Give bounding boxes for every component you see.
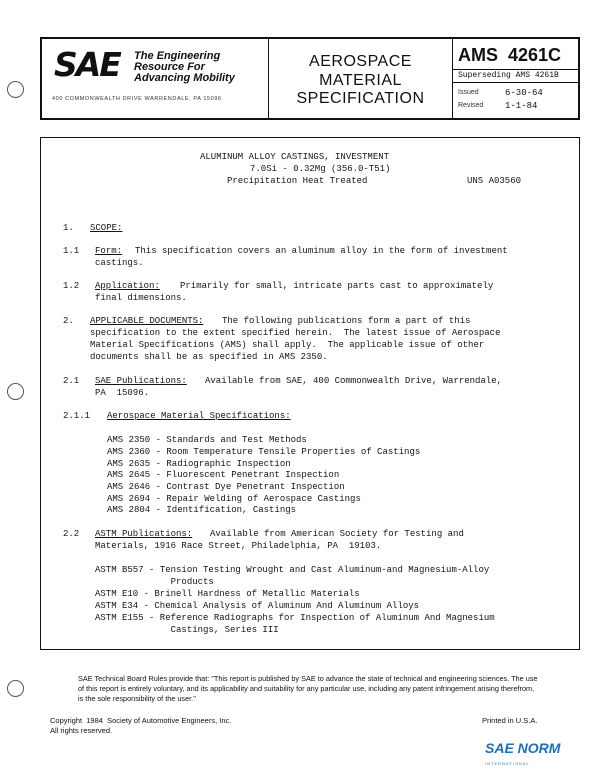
section-text: Available from American Society for Testing and (210, 529, 464, 539)
section-text: Primarily for small, intricate parts cast to approximately (180, 281, 494, 291)
list-item: ASTM E155 - Reference Radiographs for Inspection of Aluminum And Magnesium (95, 613, 495, 623)
sae-norm-subtitle: INTERNATIONAL (485, 761, 530, 766)
uns-number: UNS A03560 (467, 176, 522, 186)
sae-tagline: The Engineering Resource For Advancing Mobility (134, 50, 235, 84)
section-text: documents shall be as specified in AMS 2350. (90, 352, 328, 362)
list-item: AMS 2360 - Room Temperature Tensile Properties of Castings (107, 447, 421, 457)
sae-norm-logo: SAE NORM (485, 740, 561, 756)
list-item: Products (95, 577, 214, 587)
section-text: The following publications form a part of this (222, 316, 471, 326)
list-item: AMS 2645 - Fluorescent Penetrant Inspection (107, 470, 340, 480)
section-heading: Application: (95, 281, 160, 291)
punch-hole (7, 81, 24, 98)
section-number: 1. (63, 223, 74, 233)
section-number: 1.1 (63, 246, 80, 256)
spec-temper: Precipitation Heat Treated (227, 176, 368, 186)
list-item: AMS 2635 - Radiographic Inspection (107, 459, 291, 469)
list-item: AMS 2646 - Contrast Dye Penetrant Inspection (107, 482, 345, 492)
logo-cell (42, 39, 269, 118)
printed-in: Printed in U.S.A. (482, 716, 538, 725)
section-heading: Form: (95, 246, 123, 256)
section-heading: SCOPE: (90, 223, 123, 233)
section-number: 2.1 (63, 376, 80, 386)
doc-type: AEROSPACE MATERIAL SPECIFICATION (296, 53, 425, 107)
section-number: 2. (63, 316, 74, 326)
copyright: Copyright 1984 Society of Automotive Engineers, Inc. All rights reserved. (50, 716, 232, 735)
section-number: 2.1.1 (63, 411, 91, 421)
revised-date: 1-1-84 (505, 101, 538, 111)
section-text: Available from SAE, 400 Commonwealth Drive, Warrendale, (205, 376, 503, 386)
list-item: AMS 2694 - Repair Welding of Aerospace Castings (107, 494, 361, 504)
section-number: 2.2 (63, 529, 80, 539)
list-item: AMS 2350 - Standards and Test Methods (107, 435, 307, 445)
issued-label: Issued (458, 89, 479, 96)
section-text: final dimensions. (95, 293, 187, 303)
list-item: ASTM E10 - Brinell Hardness of Metallic Materials (95, 589, 360, 599)
technical-board-rules: SAE Technical Board Rules provide that: "This report is published by SAE to advance the state of technical and engineering sciences. The use of this report is entirely voluntary, and its applicability and suitability for any particular use, including any patent infringement arising therefrom, is the sole responsibility of the user." (78, 674, 538, 703)
punch-hole (7, 383, 24, 400)
list-item: Castings, Series III (95, 625, 279, 635)
section-text: castings. (95, 258, 144, 268)
revised-label: Revised (458, 102, 484, 109)
spec-header (40, 37, 580, 120)
section-text: Material Specifications (AMS) shall apply. The applicable issue of other (90, 340, 485, 350)
list-item: ASTM E34 - Chemical Analysis of Aluminum And Aluminum Alloys (95, 601, 420, 611)
section-text: specification to the extent specified herein. The latest issue of Aerospace (90, 328, 501, 338)
section-heading: APPLICABLE DOCUMENTS: (90, 316, 204, 326)
doc-number-cell (453, 39, 578, 118)
section-heading: SAE Publications: (95, 376, 187, 386)
section-text: This specification covers an aluminum alloy in the form of investment (135, 246, 508, 256)
section-heading: Aerospace Material Specifications: (107, 411, 291, 421)
section-text: PA 15096. (95, 388, 150, 398)
ams-number: AMS 4261C (458, 45, 562, 65)
sae-logo: SAE (54, 45, 120, 84)
section-number: 1.2 (63, 281, 80, 291)
sae-address: 400 COMMONWEALTH DRIVE WARRENDALE, PA 15096 (52, 96, 222, 102)
section-text: Materials, 1916 Race Street, Philadelphia, PA 19103. (95, 541, 382, 551)
list-item: AMS 2804 - Identification, Castings (107, 505, 297, 515)
section-heading: ASTM Publications: (95, 529, 193, 539)
list-item: ASTM B557 - Tension Testing Wrought and Cast Aluminum-and Magnesium-Alloy (95, 565, 490, 575)
doc-type-cell (269, 39, 453, 118)
spec-title: ALUMINUM ALLOY CASTINGS, INVESTMENT (200, 152, 390, 162)
punch-hole (7, 680, 24, 697)
issued-date: 6-30-64 (505, 88, 543, 98)
superseding: Superseding AMS 4261B (453, 69, 578, 83)
spec-alloy: 7.0Si - 0.32Mg (356.0-T51) (250, 164, 391, 174)
